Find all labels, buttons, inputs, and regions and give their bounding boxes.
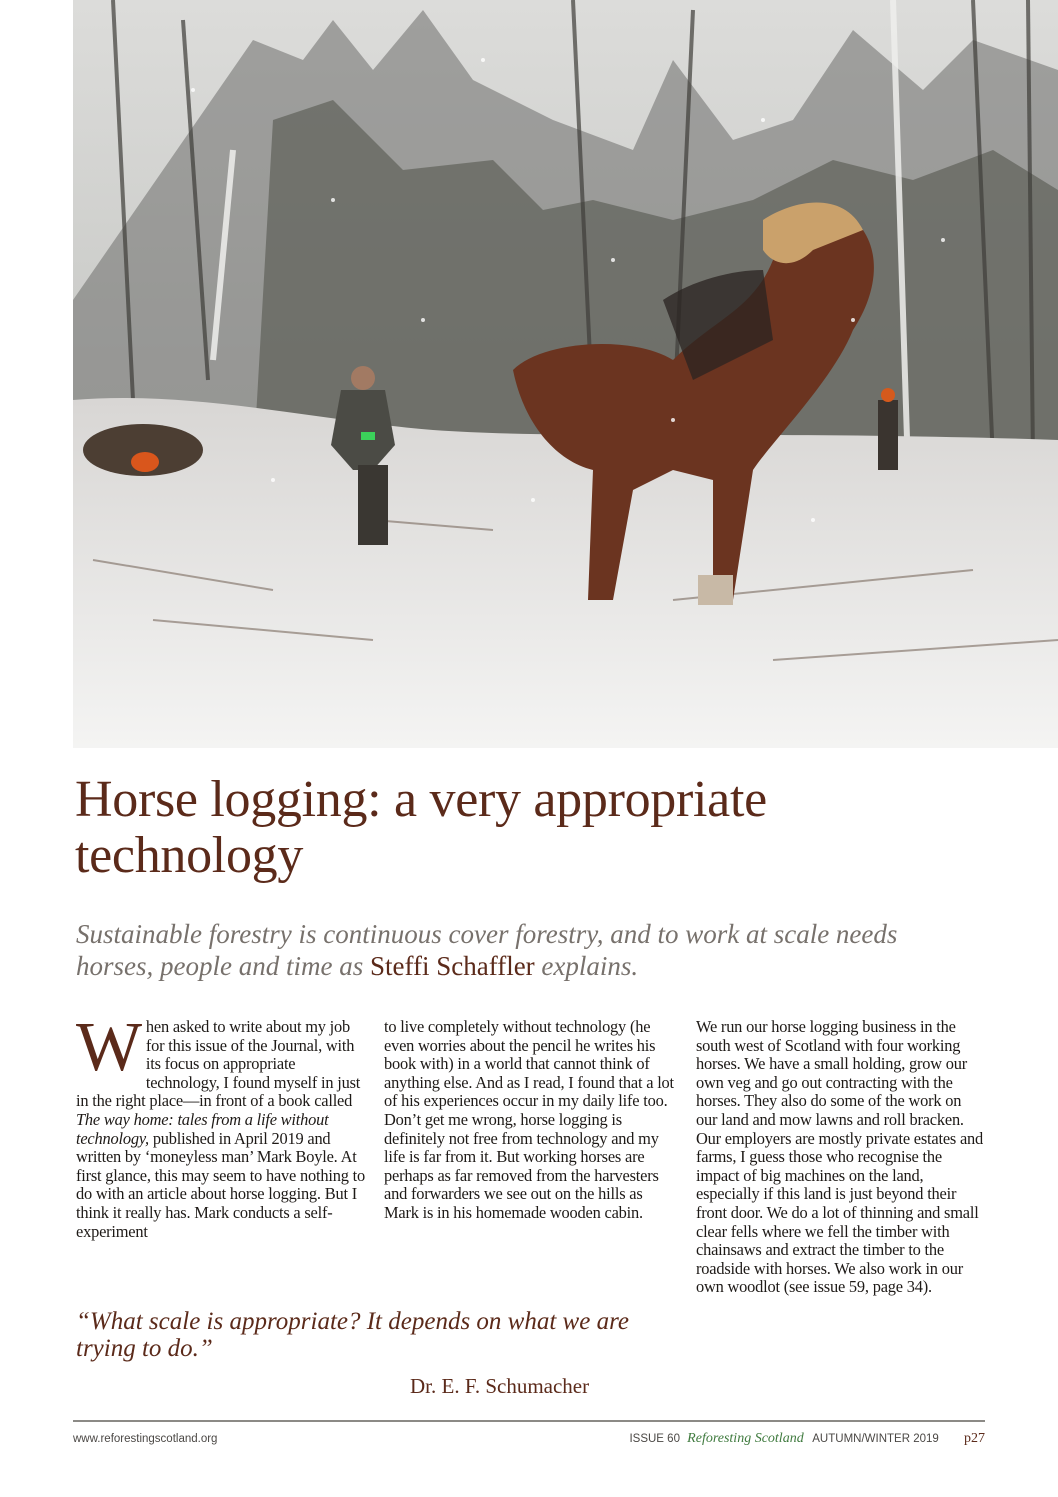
standfirst-end: explains.	[541, 951, 639, 981]
body-column-3: We run our horse logging business in the south west of Scotland with four working horses. We have a small holding, grow our own veg and go out contracting with the horses. They also do some of the work on our land and mow lawns and roll bracken. Our employers are mostly private estates and farms, I guess those who recognise the impact of big machines on the land, especially if this land is just beyond their front door. We do a lot of thinning and small clear fells where we fell the timber with chainsaws and extract the timber to the roadside with horses. We also work in our own woodlot (see issue 59, page 34).	[696, 1017, 984, 1297]
article-title: Horse logging: a very appropriate technology	[75, 771, 767, 884]
col1-text-a: hen asked to write about my job for this issue of the Journal, with its focus on appropriate technology, I found myself in just in the right place—in front of a book called	[76, 1017, 361, 1111]
footer-right	[629, 1431, 985, 1447]
body-column-2: to live completely without technology (he even worries about the pencil he writes his book with) in a world that cannot think of anything else. And as I read, I found that a lot of his experiences occur in my daily life too. Don’t get me wrong, horse logging is definitely not free from technology and my life is far from it. But working horses are perhaps as far removed from the harvesters and forwarders we see out on the hills as Mark is in his homemade wooden cabin.	[384, 1017, 674, 1222]
pull-quote: “What scale is appropriate? It depends on what we are trying to do.”	[76, 1308, 629, 1362]
hero-photo	[73, 0, 1058, 748]
pull-quote-author: Dr. E. F. Schumacher	[410, 1374, 590, 1398]
drop-cap: W	[76, 1009, 142, 1086]
horse-logging-photo	[73, 0, 1058, 748]
footer-divider	[73, 1420, 985, 1422]
issue-season: AUTUMN/WINTER 2019	[812, 1433, 939, 1445]
page-footer	[73, 1431, 985, 1451]
website-link[interactable]: www.reforestingscotland.org	[73, 1433, 218, 1445]
standfirst-text: Sustainable forestry is continuous cover forestry, and to work at scale needs horses, people and time as	[76, 919, 898, 981]
book-title: The way home: tales from a life without technology,	[76, 1109, 329, 1148]
author-name: Steffi Schaffler	[369, 951, 535, 981]
standfirst	[76, 918, 956, 982]
body-column-1	[76, 1009, 366, 1241]
page-number: p27	[964, 1431, 985, 1446]
magazine-name: Reforesting Scotland	[687, 1431, 804, 1446]
col1-text-b: published in April 2019 and written by ‘moneyless man’ Mark Boyle. At first glance, this may seem to have nothing to do with an article about horse logging. But I think it really has. Mark conducts a self-experiment	[76, 1128, 365, 1241]
issue-number: ISSUE 60	[629, 1433, 680, 1445]
